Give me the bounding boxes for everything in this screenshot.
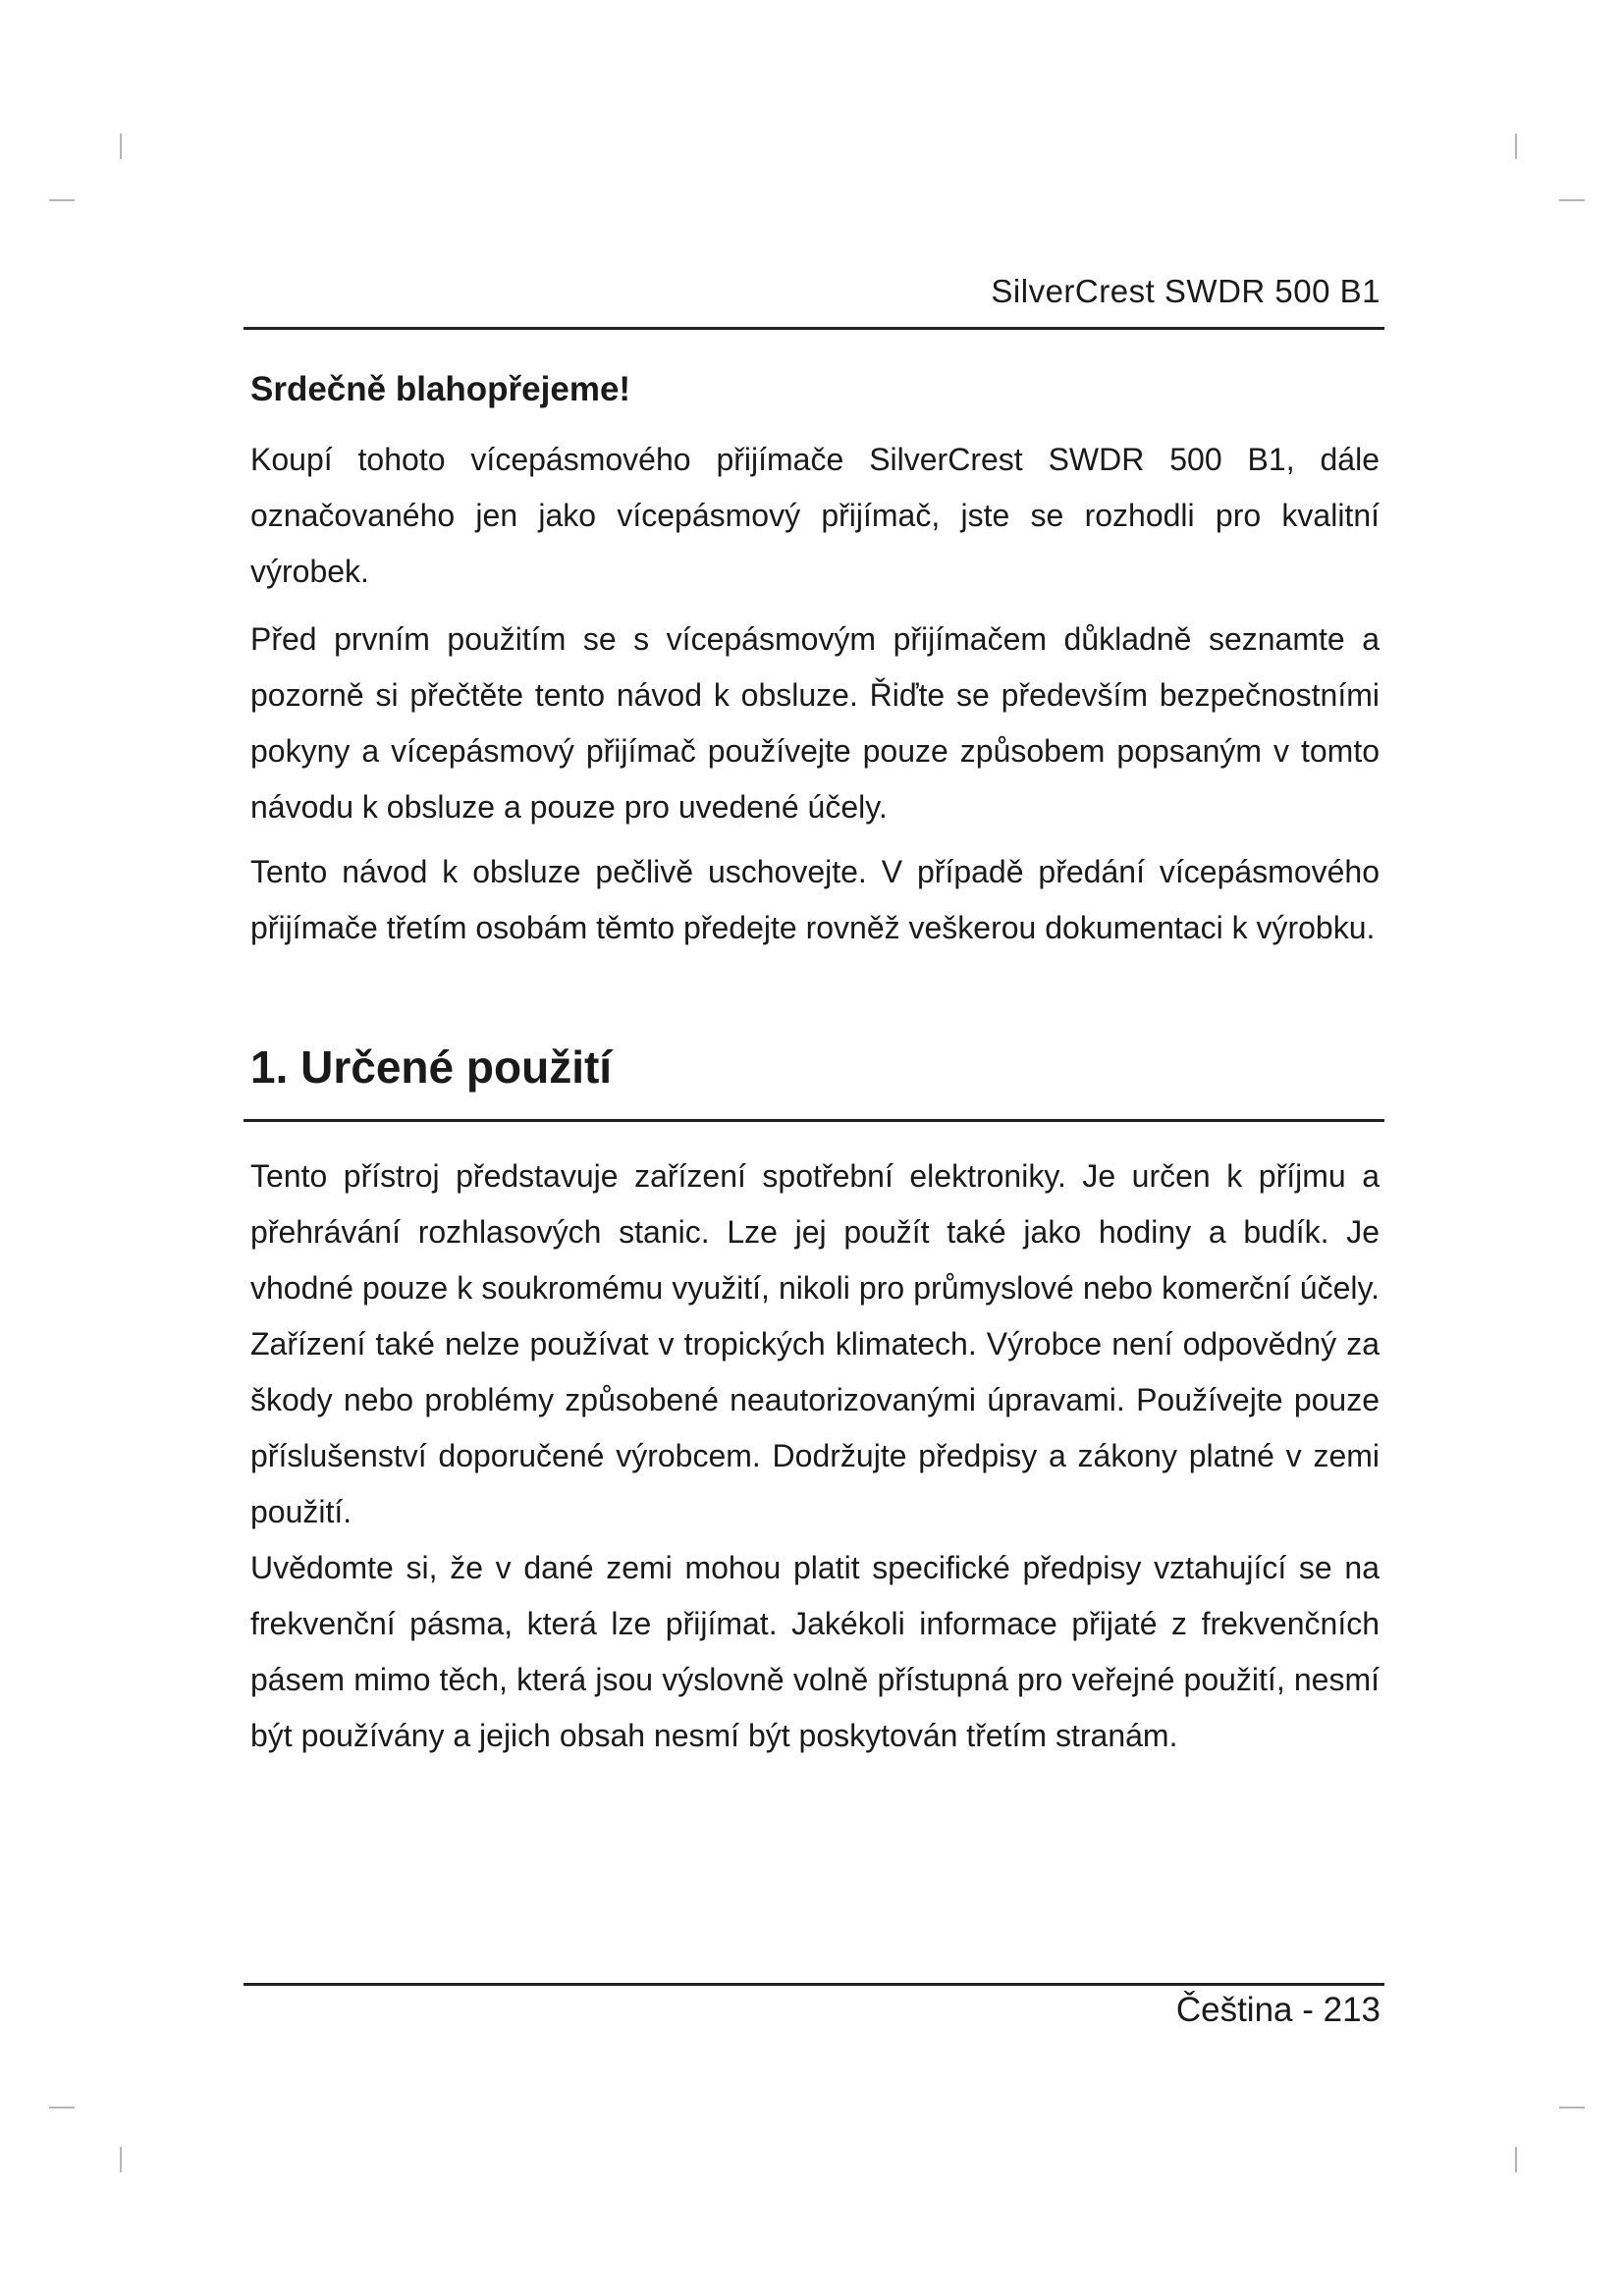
section-paragraph-1: Tento přístroj představuje zařízení spotřební elektroniky. Je určen k příjmu a přehrávání rozhlasových stanic. Lze jej použít také jako hodiny a budík. Je vhodné pouze k soukromému využití, nikoli pro průmyslové nebo komerční účely. Zařízení také nelze používat v tropických klimatech. Výrobce není odpovědný za škody nebo problémy způsobené neautorizovanými úpravami. Používejte pouze příslušenství doporučené výrobcem. Dodržujte předpisy a zákony platné v zemi použití. (250, 1158, 1380, 1529)
intro-paragraph-1-block (250, 432, 1380, 600)
crop-mark-top-left-h (49, 199, 75, 201)
crop-mark-top-right (1515, 133, 1517, 159)
crop-mark-bottom-right-h (1559, 2107, 1585, 2109)
intro-section (250, 370, 1380, 409)
section-paragraph-1-block (250, 1148, 1380, 1540)
page-number: Čeština - 213 (1175, 1991, 1380, 2029)
footer-rule (244, 1983, 1384, 1986)
crop-mark-top-left (120, 133, 122, 159)
section-rule (244, 1119, 1384, 1122)
section-paragraph-2-block (250, 1540, 1380, 1764)
intro-paragraph-2: Před prvním použitím se s vícepásmovým přijímačem důkladně seznamte a pozorně si přečtěte tento návod k obsluze. Řiďte se především bezpečnostními pokyny a vícepásmový přijímač používejte pouze způsobem popsaným v tomto návodu k obsluze a pouze pro uvedené účely. (250, 621, 1380, 825)
crop-mark-bottom-right (1515, 2147, 1517, 2172)
intro-paragraph-1: Koupí tohoto vícepásmového přijímače SilverCrest SWDR 500 B1, dále označovaného jen jako vícepásmový přijímač, jste se rozhodli pro kvalitní výrobek. (250, 442, 1380, 589)
section-title: 1. Určené použití (250, 1041, 613, 1093)
intro-paragraph-3: Tento návod k obsluze pečlivě uschovejte. V případě předání vícepásmového přijímače třetím osobám těmto předejte rovněž veškerou dokumentaci k výrobku. (250, 854, 1380, 945)
section-paragraph-2: Uvědomte si, že v dané zemi mohou platit specifické předpisy vztahující se na frekvenční pásma, která lze přijímat. Jakékoli informace přijaté z frekvenčních pásem mimo těch, která jsou výslovně volně přístupná pro veřejné použití, nesmí být používány a jejich obsah nesmí být poskytován třetím stranám. (250, 1550, 1380, 1753)
crop-mark-bottom-left (120, 2147, 122, 2172)
header-rule (244, 327, 1384, 330)
crop-mark-top-right-h (1559, 199, 1585, 201)
crop-mark-bottom-left-h (49, 2107, 75, 2109)
intro-paragraph-3-block (250, 844, 1380, 956)
running-header: SilverCrest SWDR 500 B1 (991, 273, 1380, 309)
greeting-heading: Srdečně blahopřejeme! (250, 370, 631, 408)
intro-paragraph-2-block (250, 612, 1380, 835)
